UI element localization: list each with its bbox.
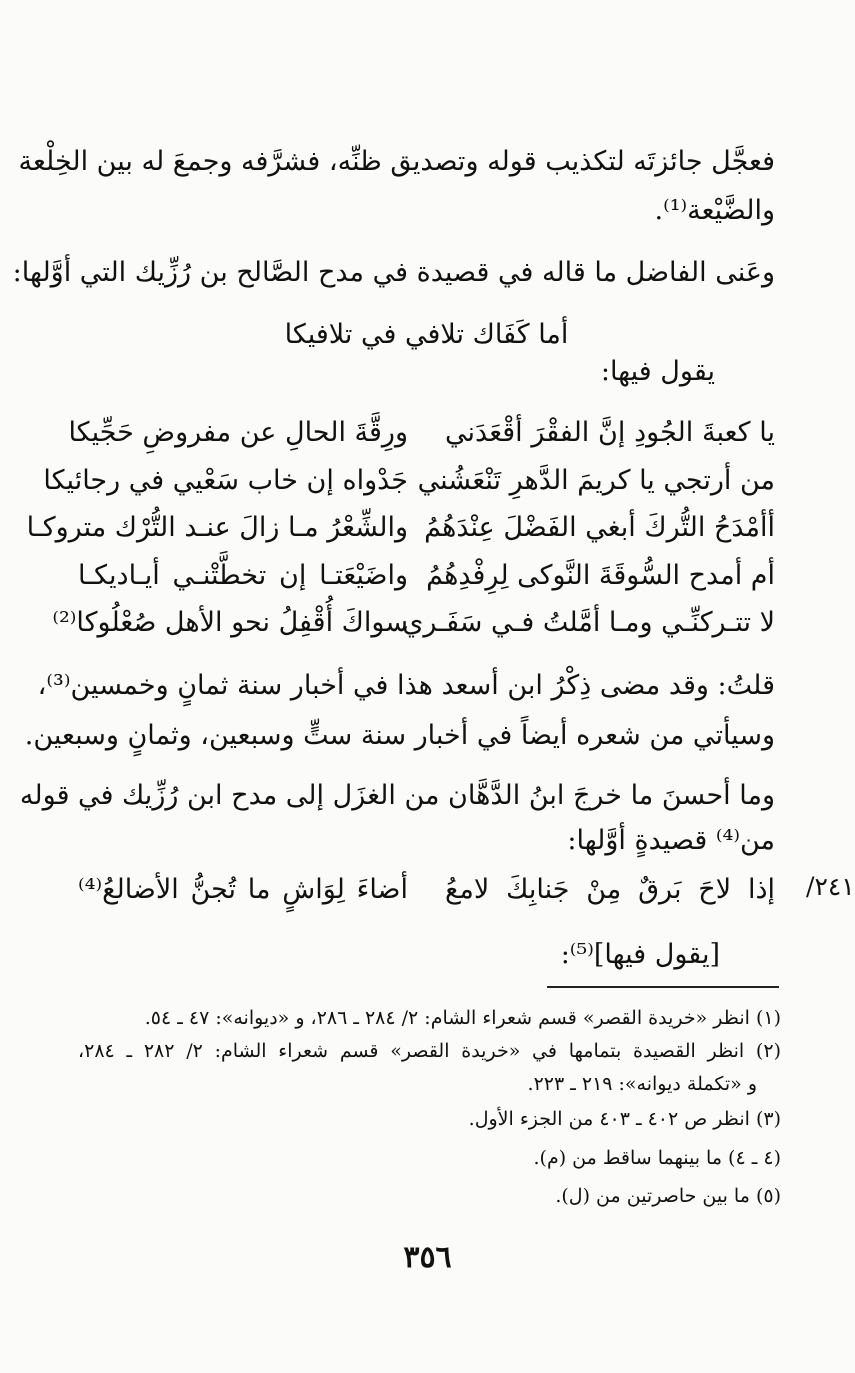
verse-2-first-hemistich: من أرتجي يا كريمَ الدَّهرِ تَنْعَشُني (417, 465, 775, 496)
verse-row-2 (43, 462, 775, 500)
footnote-1: (١) انظر «خريدة القصر» قسم شعراء الشام: ٢/ ٢٨٤ ـ ٢٨٦، و «ديوانه»: ٤٧ ـ ٥٤. (144, 1007, 781, 1029)
verse-3-first-hemistich: أأمْدَحُ التُّركَ أبغي الفَضْلَ عِنْدَهُمُ (424, 512, 775, 543)
margin-folio-note: ٢٤١/ (806, 872, 855, 901)
verse-1-first-hemistich: يا كعبةَ الجُودِ إنَّ الفقْرَ أقْعَدَني (445, 417, 775, 448)
verse-6-first-hemistich: إذا لاحَ بَرقٌ مِنْ جَنابِكَ لامعُ (445, 874, 775, 905)
footnote-5: (٥) ما بين حاصرتين من (ل). (555, 1185, 781, 1207)
verse-row-6 (78, 871, 775, 909)
verse-3-second-hemistich: والشِّعْرُ مـا زالَ عنـد التُّرْك متروكـا (26, 512, 408, 543)
verse-4-first-hemistich: أم أمدح السُّوقَةَ النَّوكى لِرِفْدِهُمُ (426, 560, 775, 591)
verse-row-1 (68, 414, 775, 452)
footnote-separator (547, 986, 779, 988)
verse-row-4 (78, 557, 775, 595)
paragraph-4-line-2: من⁽⁴⁾ قصيدةٍ أوَّلها: (567, 825, 775, 856)
verse-2-second-hemistich: جَدْواه إن خاب سَعْيي في رجائيكا (43, 465, 408, 496)
paragraph-1-line-1: فعجَّل جائزتَه لتكذيب قوله وتصديق ظنِّه، فشرَّفه وجمعَ له بين الخِلْعة (18, 146, 775, 177)
footnote-4: (٤ ـ ٤) ما بينهما ساقط من (م). (533, 1147, 781, 1169)
verse-5-first-hemistich: لا تتـركنِّـي ومـا أمَّلتُ فـي سَفَـري (402, 607, 775, 638)
footnote-2-line-2: و «تكملة ديوانه»: ٢١٩ ـ ٢٢٣. (527, 1073, 757, 1095)
paragraph-5: [يقول فيها]⁽⁵⁾: (560, 939, 720, 970)
footnote-2-line-1: (٢) انظر القصيدة بتمامها في «خريدة القصر» قسم شعراء الشام: ٢/ ٢٨٢ ـ ٢٨٤، (78, 1040, 781, 1062)
verse-row-3 (26, 509, 775, 547)
verse-1-second-hemistich: ورِقَّةَ الحالِ عن مفروضِ حَجِّيكا (68, 417, 408, 448)
paragraph-3-line-1: قلتُ: وقد مضى ذِكْرُ ابن أسعد هذا في أخبار سنة ثمانٍ وخمسين⁽³⁾، (37, 670, 775, 701)
verse-5-second-hemistich: سواكَ أُقْفِلُ نحو الأهل صُعْلُوكا⁽²⁾ (52, 607, 408, 638)
paragraph-3-line-2: وسيأتي من شعره أيضاً في أخبار سنة ستٍّ وسبعين، وثمانٍ وسبعين. (24, 720, 775, 751)
paragraph-2: وعَنى الفاضل ما قاله في قصيدة في مدح الصَّالح بن رُزِّيك التي أوَّلها: (12, 257, 775, 288)
verse-row-5 (52, 604, 775, 642)
poem-opening-line: أما كَفَاك تلافي في تلافيكا (284, 319, 569, 350)
paragraph-4-line-1: وما أحسنَ ما خرجَ ابنُ الدَّهَّان من الغزَل إلى مدح ابن رُزِّيك في قوله (19, 780, 775, 811)
verse-6-second-hemistich: أضاءَ لِوَاشٍ ما تُجنُّ الأضالعُ⁽⁴⁾ (78, 874, 408, 905)
page-number: ٣٥٦ (403, 1240, 452, 1275)
paragraph-1-line-2: والضَّيْعة⁽¹⁾. (654, 195, 775, 226)
verse-4-second-hemistich: واضَيْعَتـا إن تخطَّتْنـي أيـاديكـا (78, 560, 408, 591)
footnote-3: (٣) انظر ص ٤٠٢ ـ ٤٠٣ من الجزء الأول. (468, 1108, 781, 1130)
says-in-it-label: يقول فيها: (600, 356, 715, 387)
